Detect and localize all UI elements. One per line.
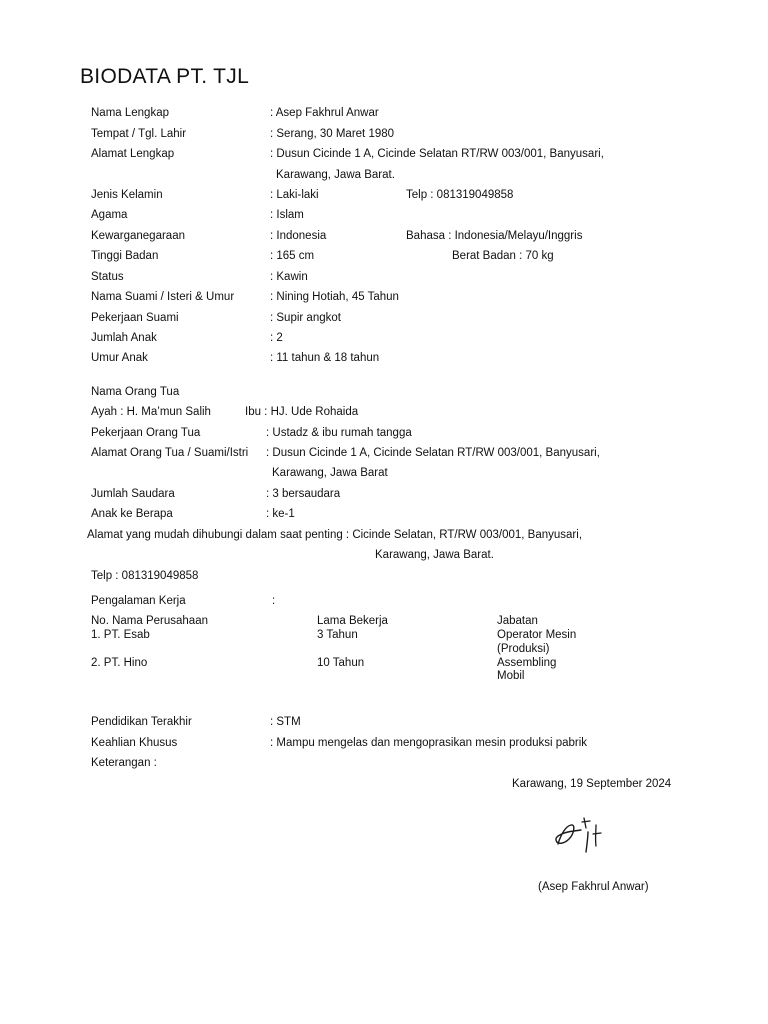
- kontak-telp: Telp : 081319049858: [91, 570, 199, 582]
- nama-tanda-tangan: (Asep Fakhrul Anwar): [538, 881, 649, 893]
- pengalaman-colon: :: [272, 595, 276, 607]
- status-value: : Kawin: [270, 271, 308, 283]
- keahlian-value: : Mampu mengelas dan mengoprasikan mesin produksi pabrik: [270, 737, 588, 749]
- keterangan-label: Keterangan :: [91, 757, 157, 769]
- bahasa-value: Bahasa : Indonesia/Melayu/Inggris: [406, 230, 583, 242]
- alamat-orang-tua-label: Alamat Orang Tua / Suami/Istri: [91, 447, 249, 459]
- table-cell-jabatan: Operator Mesin: [497, 629, 577, 641]
- ibu-value: Ibu : HJ. Ude Rohaida: [245, 406, 359, 418]
- kontak-darurat-line1: Alamat yang mudah dihubungi dalam saat penting : Cicinde Selatan, RT/RW 003/001, Banyusari,: [87, 529, 583, 541]
- agama-label: Agama: [91, 209, 128, 221]
- table-header-perusahaan: No. Nama Perusahaan: [91, 615, 208, 627]
- kewarganegaraan-label: Kewarganegaraan: [91, 230, 185, 242]
- jumlah-anak-label: Jumlah Anak: [91, 332, 157, 344]
- alamat-label: Alamat Lengkap: [91, 148, 175, 160]
- orang-tua-heading: Nama Orang Tua: [91, 386, 180, 398]
- umur-anak-value: : 11 tahun & 18 tahun: [270, 352, 380, 364]
- ayah-value: Ayah : H. Ma’mun Salih: [91, 406, 211, 418]
- pengalaman-label: Pengalaman Kerja: [91, 595, 186, 607]
- alamat-value: : Dusun Cicinde 1 A, Cicinde Selatan RT/RW 003/001, Banyusari,: [270, 148, 604, 160]
- jumlah-saudara-label: Jumlah Saudara: [91, 488, 175, 500]
- jumlah-saudara-value: : 3 bersaudara: [266, 488, 341, 500]
- status-label: Status: [91, 271, 124, 283]
- table-cell-lama: 3 Tahun: [317, 629, 358, 641]
- table-cell-lama: 10 Tahun: [317, 657, 365, 669]
- table-cell-jabatan-line2: (Produksi): [497, 643, 550, 655]
- anak-ke-label: Anak ke Berapa: [91, 508, 173, 520]
- table-cell-perusahaan: 2. PT. Hino: [91, 657, 148, 669]
- table-cell-jabatan: Assembling: [497, 657, 557, 669]
- alamat-orang-tua-value: : Dusun Cicinde 1 A, Cicinde Selatan RT/RW 003/001, Banyusari,: [266, 447, 600, 459]
- agama-value: : Islam: [270, 209, 304, 221]
- pekerjaan-orang-tua-label: Pekerjaan Orang Tua: [91, 427, 201, 439]
- pekerjaan-suami-label: Pekerjaan Suami: [91, 312, 179, 324]
- kelamin-label: Jenis Kelamin: [91, 189, 163, 201]
- keahlian-label: Keahlian Khusus: [91, 737, 178, 749]
- table-header-jabatan: Jabatan: [497, 615, 538, 627]
- pasangan-label: Nama Suami / Isteri & Umur: [91, 291, 235, 303]
- ttl-value: : Serang, 30 Maret 1980: [270, 128, 395, 140]
- jumlah-anak-value: : 2: [270, 332, 283, 344]
- tinggi-label: Tinggi Badan: [91, 250, 159, 262]
- tempat-tanggal: Karawang, 19 September 2024: [512, 778, 672, 790]
- ttl-label: Tempat / Tgl. Lahir: [91, 128, 187, 140]
- pendidikan-label: Pendidikan Terakhir: [91, 716, 192, 728]
- tinggi-value: : 165 cm: [270, 250, 315, 262]
- table-header-lama: Lama Bekerja: [317, 615, 388, 627]
- table-cell-perusahaan: 1. PT. Esab: [91, 629, 150, 641]
- berat-value: Berat Badan : 70 kg: [452, 250, 554, 262]
- kontak-darurat-line2: Karawang, Jawa Barat.: [375, 549, 494, 561]
- signature-image: [552, 814, 622, 856]
- nama-value: : Asep Fakhrul Anwar: [270, 107, 379, 119]
- alamat-value-line2: Karawang, Jawa Barat.: [276, 169, 395, 181]
- telp-value: Telp : 081319049858: [406, 189, 514, 201]
- alamat-orang-tua-value-line2: Karawang, Jawa Barat: [272, 467, 388, 479]
- pasangan-value: : Nining Hotiah, 45 Tahun: [270, 291, 399, 303]
- anak-ke-value: : ke-1: [266, 508, 295, 520]
- page-title: BIODATA PT. TJL: [80, 65, 250, 88]
- kelamin-value: : Laki-laki: [270, 189, 319, 201]
- nama-label: Nama Lengkap: [91, 107, 169, 119]
- pendidikan-value: : STM: [270, 716, 301, 728]
- umur-anak-label: Umur Anak: [91, 352, 148, 364]
- pekerjaan-orang-tua-value: : Ustadz & ibu rumah tangga: [266, 427, 412, 439]
- table-cell-jabatan-line2: Mobil: [497, 670, 525, 682]
- pekerjaan-suami-value: : Supir angkot: [270, 312, 341, 324]
- kewarganegaraan-value: : Indonesia: [270, 230, 327, 242]
